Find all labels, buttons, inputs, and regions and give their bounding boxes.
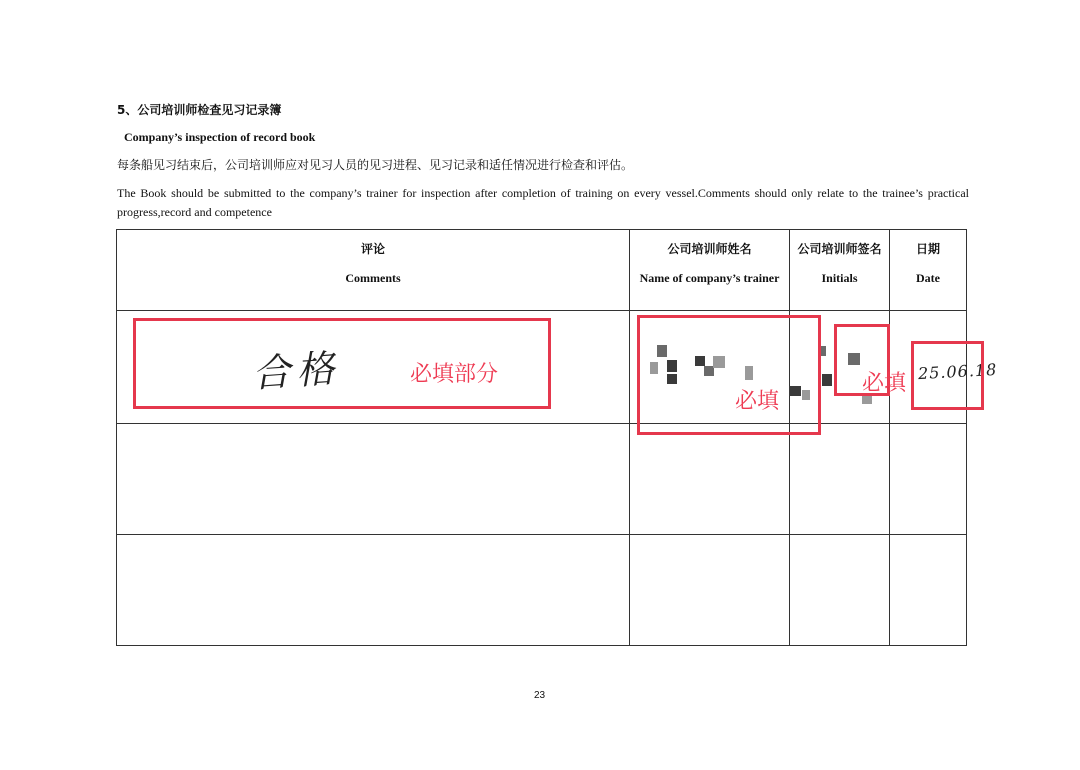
page-number: 23: [534, 690, 546, 701]
date-cell[interactable]: [890, 535, 967, 646]
table-header-row: [117, 230, 967, 311]
header-date-en: Date: [916, 271, 940, 285]
table-row: [117, 535, 967, 646]
date-cell[interactable]: [890, 424, 967, 535]
annotation-label-trainer-name: 必填: [735, 389, 780, 414]
header-comments-en: Comments: [345, 271, 401, 285]
annotation-label-initials: 必填: [862, 371, 907, 396]
header-initials-en: Initials: [821, 271, 858, 285]
handwritten-date: 25.06.18: [917, 359, 998, 384]
table-row: [117, 424, 967, 535]
section-title-cn: 5、公司培训师检查见习记录簿: [117, 103, 282, 117]
header-initials-cn: 公司培训师签名: [797, 242, 882, 256]
initials-cell[interactable]: [790, 535, 890, 646]
description-en: The Book should be submitted to the company’s trainer for inspection after completion of training on every vessel.Comments should only relate to the trainee’s practical progress,record and competence: [117, 186, 969, 219]
annotation-box-date: [911, 341, 984, 410]
comment-cell[interactable]: [117, 535, 630, 646]
trainer-name-cell[interactable]: [630, 535, 790, 646]
section-title-en: Company’s inspection of record book: [124, 130, 316, 144]
header-trainer-name-cn: 公司培训师姓名: [667, 242, 752, 256]
initials-cell[interactable]: [790, 424, 890, 535]
handwritten-comment: 合格: [250, 345, 342, 397]
inspection-table: [116, 229, 967, 646]
header-comments-cn: 评论: [360, 242, 385, 256]
annotation-box-trainer-name: [637, 315, 821, 435]
header-trainer-name: [630, 230, 790, 311]
comment-cell[interactable]: [117, 424, 630, 535]
description-cn: 每条船见习结束后，公司培训师应对见习人员的见习进程、见习记录和适任情况进行检查和评估。: [117, 158, 634, 172]
header-trainer-name-en: Name of company’s trainer: [639, 271, 780, 285]
header-comments: [117, 230, 630, 311]
header-date: [890, 230, 967, 311]
header-initials: [790, 230, 890, 311]
header-date-cn: 日期: [915, 242, 940, 256]
annotation-label-comments: 必填部分: [410, 362, 499, 387]
trainer-name-cell[interactable]: [630, 424, 790, 535]
